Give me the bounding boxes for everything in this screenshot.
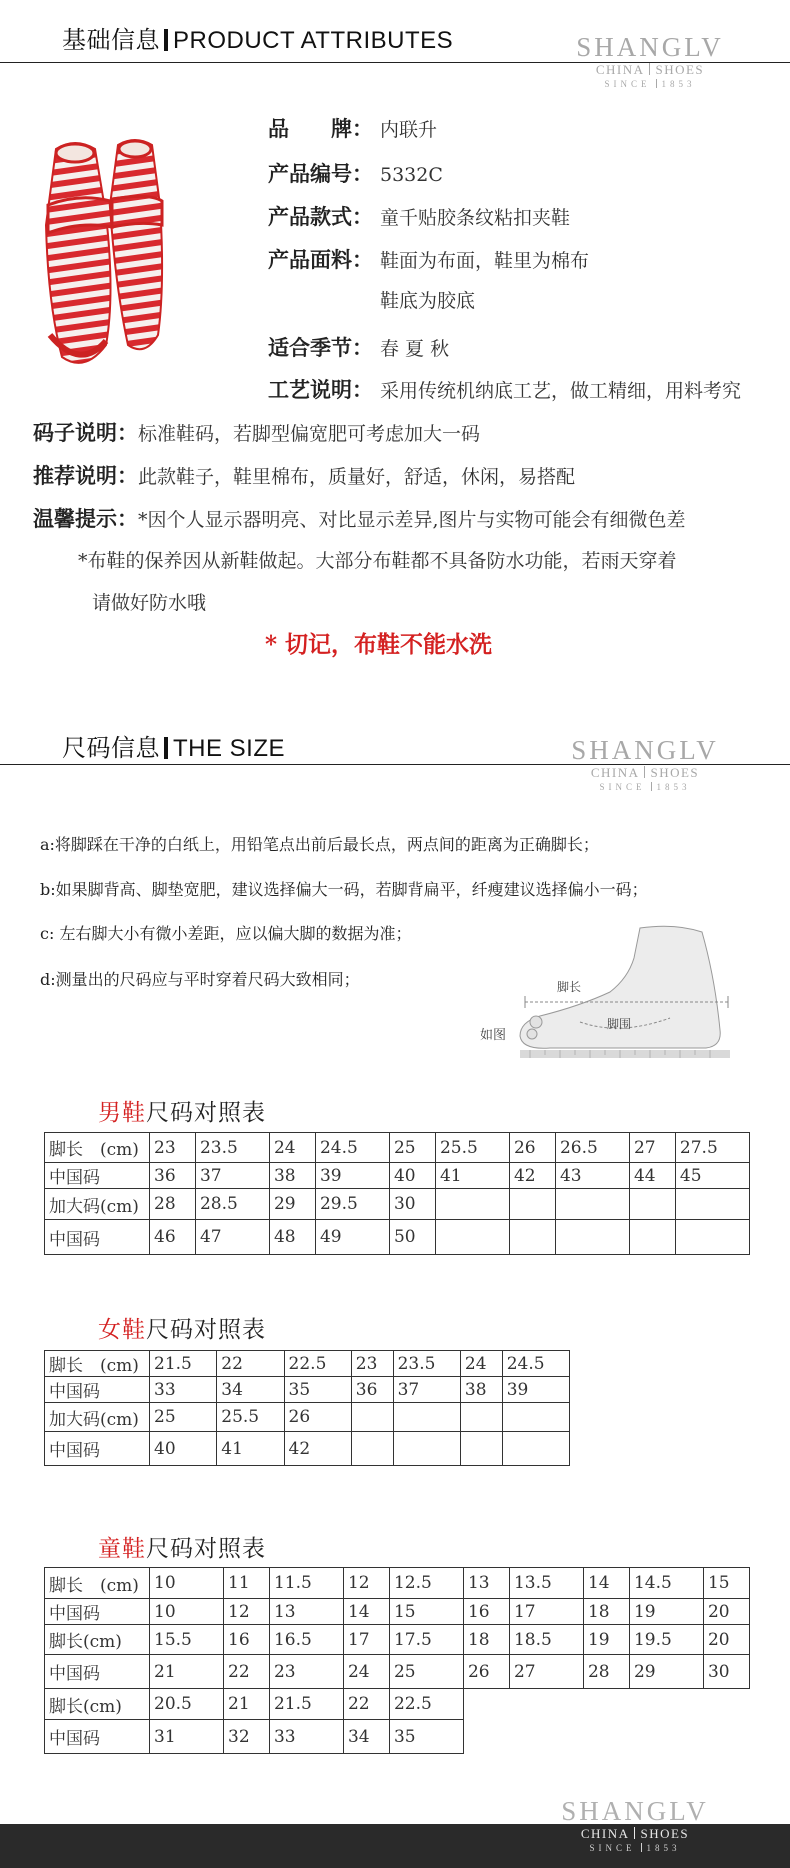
table-row: [45, 1220, 750, 1255]
table-cell: [435, 1220, 509, 1255]
table-cell: 24.5: [502, 1351, 569, 1377]
table-row: [45, 1133, 750, 1163]
table-cell: 15.5: [150, 1625, 224, 1655]
brand-sub-left: CHINA: [590, 765, 640, 780]
table-row: [45, 1655, 750, 1689]
brand-sub-right: SHOES: [650, 765, 700, 780]
table-cell: 38: [269, 1163, 315, 1189]
table-cell: 28: [150, 1189, 196, 1220]
table-cell: 44: [629, 1163, 675, 1189]
table-cell: 13: [269, 1599, 343, 1625]
table-cell: 18: [463, 1625, 509, 1655]
table-cell: 46: [150, 1220, 196, 1255]
table-cell: 45: [675, 1163, 749, 1189]
row-header-cell: 脚长 (cm): [45, 1568, 150, 1599]
note-recommend-value: 此款鞋子，鞋里棉布，质量好，舒适，休闲，易搭配: [138, 466, 576, 488]
section-title-size: [62, 728, 285, 763]
attr-style-label: 产品款式：: [268, 204, 373, 229]
table-row: [45, 1720, 750, 1754]
row-header-cell: 脚长(cm): [45, 1689, 150, 1720]
table-cell: 21: [150, 1655, 224, 1689]
table-cell: [351, 1432, 393, 1466]
note-tip-line3: 请做好防水哦: [92, 592, 207, 614]
brand-logo: [565, 32, 735, 90]
note-tip-label: 温馨提示：: [33, 506, 138, 531]
table-cell: 21: [224, 1689, 270, 1720]
table-cell: 23: [150, 1133, 196, 1163]
table-cell: [393, 1432, 460, 1466]
brand-name: SHANGLV: [571, 735, 719, 765]
table-cell: 42: [284, 1432, 351, 1466]
row-header-cell: 中国码: [45, 1432, 150, 1466]
table-cell: 21.5: [150, 1351, 217, 1377]
table-cell: 33: [150, 1377, 217, 1403]
table-cell: 47: [195, 1220, 269, 1255]
section-title-cn: 基础信息: [62, 27, 160, 54]
table-cell: 43: [555, 1163, 629, 1189]
table-row: [45, 1432, 570, 1466]
table-cell: 22.5: [284, 1351, 351, 1377]
table-row: [45, 1568, 750, 1599]
table-cell: [460, 1403, 502, 1432]
table-cell: 36: [150, 1163, 196, 1189]
brand-sub-left: CHINA: [580, 1826, 630, 1841]
attr-material-value-2: 鞋底为胶底: [380, 290, 476, 312]
product-shoe-image: [40, 135, 180, 375]
brand-sub-left: CHINA: [595, 62, 645, 77]
women-size-table: [44, 1350, 570, 1466]
table-row: [45, 1351, 570, 1377]
attr-brand: [268, 113, 437, 143]
women-title-red: 女鞋: [98, 1317, 146, 1343]
table-cell: 21.5: [269, 1689, 343, 1720]
table-cell: 26: [509, 1133, 555, 1163]
table-cell: 15: [703, 1568, 749, 1599]
table-cell: 19: [629, 1599, 703, 1625]
table-cell: 32: [224, 1720, 270, 1754]
note-recommend-label: 推荐说明：: [33, 463, 138, 488]
measure-step-b: b:如果脚背高、脚垫宽肥，建议选择偏大一码，若脚背扁平，纤瘦建议选择偏小一码；: [40, 880, 648, 899]
table-cell: 17.5: [389, 1625, 463, 1655]
table-cell: 36: [351, 1377, 393, 1403]
table-cell: 38: [460, 1377, 502, 1403]
table-cell: 20: [703, 1625, 749, 1655]
attr-style-value: 童千贴胶条纹粘扣夹鞋: [380, 207, 571, 229]
table-cell: [509, 1220, 555, 1255]
brand-since-right: 1853: [646, 1843, 681, 1853]
kids-title-rest: 尺码对照表: [146, 1536, 266, 1562]
measure-step-d: d:测量出的尺码应与平时穿着尺码大致相同；: [40, 970, 360, 989]
table-cell: 25: [389, 1655, 463, 1689]
table-cell: [629, 1189, 675, 1220]
table-cell: 25: [150, 1403, 217, 1432]
table-cell: 14: [343, 1599, 389, 1625]
table-cell: 31: [150, 1720, 224, 1754]
table-cell: 23: [351, 1351, 393, 1377]
table-cell: [555, 1189, 629, 1220]
women-title-rest: 尺码对照表: [146, 1317, 266, 1343]
table-cell: 23.5: [195, 1133, 269, 1163]
foot-girth-label: 脚围: [607, 1017, 632, 1031]
table-cell: 41: [435, 1163, 509, 1189]
attr-material-label: 产品面料：: [268, 247, 373, 272]
table-cell: 12: [224, 1599, 270, 1625]
table-cell: 26.5: [555, 1133, 629, 1163]
row-header-cell: 中国码: [45, 1377, 150, 1403]
brand-since-right: 1853: [656, 782, 691, 792]
table-cell: [555, 1220, 629, 1255]
table-cell: 27: [629, 1133, 675, 1163]
table-cell: 27.5: [675, 1133, 749, 1163]
note-size-value: 标准鞋码，若脚型偏宽肥可考虑加大一码: [138, 423, 481, 445]
table-cell: [675, 1189, 749, 1220]
table-cell: 14: [583, 1568, 629, 1599]
section-title-cn: 尺码信息: [62, 735, 160, 762]
note-tip-value-1: *因个人显示器明亮、对比显示差异,图片与实物可能会有细微色差: [138, 509, 686, 531]
table-cell: 25.5: [435, 1133, 509, 1163]
table-row: [45, 1625, 750, 1655]
brand-sub-right: SHOES: [655, 62, 705, 77]
table-cell: [502, 1403, 569, 1432]
table-cell: 14.5: [629, 1568, 703, 1599]
brand-since-right: 1853: [661, 79, 696, 89]
table-row: [45, 1599, 750, 1625]
table-cell: [351, 1403, 393, 1432]
table-cell: [629, 1220, 675, 1255]
table-cell: 15: [389, 1599, 463, 1625]
table-cell: 25.5: [217, 1403, 284, 1432]
brand-since-left: SINCE: [599, 782, 646, 792]
attr-code: [268, 158, 443, 188]
table-cell: 30: [389, 1189, 435, 1220]
attr-craft-value: 采用传统机纳底工艺，做工精细，用料考究: [380, 380, 742, 402]
attr-craft: [268, 374, 741, 404]
table-cell: 16: [224, 1625, 270, 1655]
women-table-title: [98, 1311, 266, 1344]
table-row: [45, 1189, 750, 1220]
table-cell: [460, 1432, 502, 1466]
brand-since-left: SINCE: [604, 79, 651, 89]
title-bar: [164, 737, 168, 759]
table-cell: 26: [463, 1655, 509, 1689]
kids-table-title: [98, 1530, 266, 1563]
row-header-cell: 中国码: [45, 1220, 150, 1255]
men-size-table: [44, 1132, 750, 1255]
table-cell: 28: [583, 1655, 629, 1689]
row-header-cell: 脚长 (cm): [45, 1133, 150, 1163]
table-cell: 35: [284, 1377, 351, 1403]
table-cell: [393, 1403, 460, 1432]
measure-step-c: c: 左右脚大小有微小差距，应以偏大脚的数据为准；: [40, 924, 412, 943]
table-cell: 26: [284, 1403, 351, 1432]
attr-craft-label: 工艺说明：: [268, 377, 373, 402]
table-cell: 27: [509, 1655, 583, 1689]
table-cell: 25: [389, 1133, 435, 1163]
table-cell: 13: [463, 1568, 509, 1599]
table-cell: 39: [502, 1377, 569, 1403]
row-header-cell: 脚长(cm): [45, 1625, 150, 1655]
table-cell: 12.5: [389, 1568, 463, 1599]
table-cell: 10: [150, 1568, 224, 1599]
table-cell: 42: [509, 1163, 555, 1189]
brand-name: SHANGLV: [561, 1796, 709, 1826]
table-cell: 22: [224, 1655, 270, 1689]
note-tip-line2: *布鞋的保养因从新鞋做起。大部分布鞋都不具备防水功能，若雨天穿着: [78, 550, 677, 572]
attr-season: [268, 332, 449, 362]
kids-size-table: [44, 1567, 750, 1754]
table-cell: [435, 1189, 509, 1220]
note-tip: [33, 503, 686, 533]
attr-material-line2: [268, 286, 475, 313]
table-cell: 24: [343, 1655, 389, 1689]
men-title-red: 男鞋: [98, 1100, 146, 1126]
table-cell: [675, 1220, 749, 1255]
table-cell: 33: [269, 1720, 343, 1754]
table-cell: 39: [315, 1163, 389, 1189]
row-header-cell: 中国码: [45, 1655, 150, 1689]
table-cell: 41: [217, 1432, 284, 1466]
brand-name: SHANGLV: [576, 32, 724, 62]
row-header-cell: 中国码: [45, 1720, 150, 1754]
table-cell: 22: [217, 1351, 284, 1377]
attr-brand-label: 品 牌：: [268, 116, 373, 141]
table-cell: 24: [460, 1351, 502, 1377]
table-cell: [509, 1189, 555, 1220]
table-cell: 19.5: [629, 1625, 703, 1655]
note-size-label: 码子说明：: [33, 420, 138, 445]
row-header-cell: 中国码: [45, 1163, 150, 1189]
table-row: [45, 1163, 750, 1189]
attr-code-value: 5332C: [380, 164, 443, 186]
table-cell: 48: [269, 1220, 315, 1255]
table-cell: 18: [583, 1599, 629, 1625]
note-recommend: [33, 460, 575, 490]
table-cell: 12: [343, 1568, 389, 1599]
foot-diagram: [470, 918, 740, 1063]
table-cell: 50: [389, 1220, 435, 1255]
title-bar: [164, 29, 168, 51]
attr-season-value: 春 夏 秋: [380, 338, 450, 360]
attr-material: [268, 244, 589, 274]
table-cell: [502, 1432, 569, 1466]
table-cell: 22.5: [389, 1689, 463, 1720]
table-cell: 20.5: [150, 1689, 224, 1720]
row-header-cell: 脚长 (cm): [45, 1351, 150, 1377]
men-table-title: [98, 1094, 266, 1127]
diagram-caption: 如图: [480, 1028, 507, 1043]
table-cell: 16.5: [269, 1625, 343, 1655]
row-header-cell: 中国码: [45, 1599, 150, 1625]
table-cell: 20: [703, 1599, 749, 1625]
table-row: [45, 1689, 750, 1720]
brand-logo: [560, 735, 730, 793]
wash-warning: * 切记，布鞋不能水洗: [265, 631, 493, 658]
note-size: [33, 417, 480, 447]
table-cell: 29: [629, 1655, 703, 1689]
men-title-rest: 尺码对照表: [146, 1100, 266, 1126]
table-row: [45, 1377, 570, 1403]
table-cell: 35: [389, 1720, 463, 1754]
kids-title-red: 童鞋: [98, 1536, 146, 1562]
row-header-cell: 加大码(cm): [45, 1189, 150, 1220]
table-cell: 16: [463, 1599, 509, 1625]
table-cell: 18.5: [509, 1625, 583, 1655]
table-cell: 22: [343, 1689, 389, 1720]
table-cell: 29.5: [315, 1189, 389, 1220]
row-header-cell: 加大码(cm): [45, 1403, 150, 1432]
footer-brand-logo: [550, 1796, 720, 1854]
table-cell: 23: [269, 1655, 343, 1689]
attr-code-label: 产品编号：: [268, 161, 373, 186]
section-title-en: THE SIZE: [173, 735, 286, 762]
brand-sub-right: SHOES: [640, 1826, 690, 1841]
table-cell: 40: [150, 1432, 217, 1466]
table-cell: 37: [393, 1377, 460, 1403]
attr-brand-value: 内联升: [380, 119, 438, 141]
table-cell: 10: [150, 1599, 224, 1625]
section-title-attributes: [62, 20, 453, 55]
measure-step-a: a:将脚踩在干净的白纸上，用铅笔点出前后最长点，两点间的距离为正确脚长；: [40, 835, 599, 854]
table-cell: 11: [224, 1568, 270, 1599]
section-title-en: PRODUCT ATTRIBUTES: [173, 27, 454, 54]
table-cell: 49: [315, 1220, 389, 1255]
table-cell: 34: [217, 1377, 284, 1403]
table-cell: 29: [269, 1189, 315, 1220]
brand-since-left: SINCE: [589, 1843, 636, 1853]
table-cell: 23.5: [393, 1351, 460, 1377]
table-cell: 30: [703, 1655, 749, 1689]
attr-season-label: 适合季节：: [268, 335, 373, 360]
table-cell: 11.5: [269, 1568, 343, 1599]
table-cell: 37: [195, 1163, 269, 1189]
table-cell: 28.5: [195, 1189, 269, 1220]
table-cell: 13.5: [509, 1568, 583, 1599]
table-cell: 34: [343, 1720, 389, 1754]
table-cell: 17: [509, 1599, 583, 1625]
table-cell: 19: [583, 1625, 629, 1655]
table-cell: 24.5: [315, 1133, 389, 1163]
attr-material-value-1: 鞋面为布面，鞋里为棉布: [380, 250, 590, 272]
table-cell: 24: [269, 1133, 315, 1163]
table-cell: 40: [389, 1163, 435, 1189]
attr-style: [268, 201, 570, 231]
table-cell: 17: [343, 1625, 389, 1655]
table-row: [45, 1403, 570, 1432]
foot-length-label: 脚长: [557, 980, 582, 994]
